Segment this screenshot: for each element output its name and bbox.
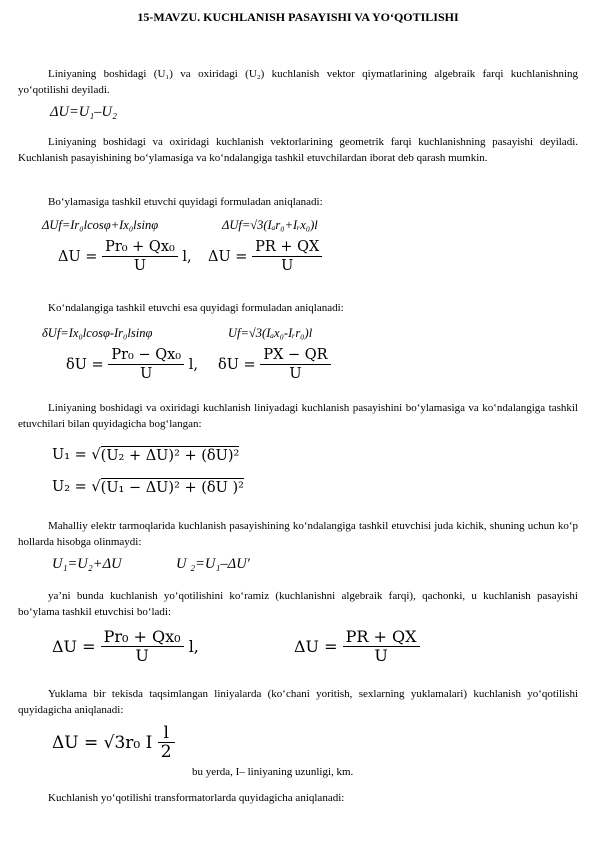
formula-transverse-fraction-1 <box>66 346 198 383</box>
fraction <box>101 628 184 665</box>
formula-lhs: δU = <box>66 356 104 373</box>
numerator: Pr₀ + Qx₀ <box>102 238 178 257</box>
numerator: PR + QX <box>252 238 322 257</box>
fraction <box>252 238 322 275</box>
formula-tail: l, <box>188 356 198 373</box>
formula-longitudinal-phase: ΔUf=Ir₀lcosφ+Ix₀lsinφ <box>42 218 159 232</box>
numerator: PX − QR <box>260 346 330 365</box>
denominator: U <box>133 258 147 274</box>
paragraph-loss-equals <box>18 588 578 620</box>
denominator: U <box>289 366 302 382</box>
paragraph-text: Liniyaning boshidagi (U₁) va oxiridagi (U₂) kuchlanish vektor qiymatlarining algebraik farqi kuchlanishning yo‘qotilishi deyiladi. <box>18 68 578 96</box>
fraction <box>108 346 184 383</box>
formula-transverse-phase: δUf=Ix₀lcosφ-Ir₀lsinφ <box>42 326 153 340</box>
numerator: Pr₀ + Qx₀ <box>101 628 184 647</box>
formula-longitudinal-fraction-1 <box>58 238 192 275</box>
formula-lhs: U₂ = <box>52 479 87 495</box>
denominator: U <box>140 366 153 382</box>
numerator: l <box>158 724 175 743</box>
denominator: U <box>135 646 149 665</box>
formula-lhs: ΔU = <box>294 637 338 656</box>
paragraph-text: Liniyaning boshidagi va oxiridagi kuchlanish liniyadagi kuchlanish pasayishini bo‘ylamasiga va ko‘ndalangiga tashkil etuvchilari bilan quyidagicha bog‘langan: <box>18 402 578 430</box>
denominator: U <box>374 646 388 665</box>
formula-transverse-root3: Uf=√3(Iₐx₀-Iᵣr₀)l <box>228 326 313 340</box>
formula-transverse-fraction-2 <box>218 346 331 383</box>
paragraph-text: Kuchlanish yo‘qotilishi transformatorlarda quyidagicha aniqlanadi: <box>48 792 345 804</box>
formula-lhs: ΔU = <box>52 637 96 656</box>
paragraph-text: Mahalliy elektr tarmoqlarida kuchlanish pasayishining ko‘ndalangiga tashkil etuvchisi juda kichik, shuning uchun ko‘p hollarda hisobga olinmaydi: <box>18 520 578 548</box>
fraction <box>158 724 175 761</box>
formula-uniform-load <box>52 724 175 761</box>
paragraph-definition-loss <box>18 66 578 98</box>
formula-lhs: δU = <box>218 356 256 373</box>
paragraph-definition-drop <box>18 134 578 166</box>
radicand: (U₁ − ΔU)² + (δU )² <box>100 480 244 496</box>
paragraph-local-networks <box>18 518 578 550</box>
formula-lhs: ΔU = <box>58 248 98 265</box>
denominator: 2 <box>160 742 172 762</box>
formula-lhs: U₁ = <box>52 447 87 463</box>
paragraph-uniform-load <box>18 686 578 718</box>
fraction <box>102 238 178 275</box>
paragraph-transverse <box>18 300 578 316</box>
fraction <box>343 628 420 665</box>
sqrt-sign: √ <box>91 447 101 463</box>
paragraph-relation <box>18 400 578 432</box>
paragraph-longitudinal <box>18 194 578 210</box>
formula-lhs: ΔU = <box>208 248 248 265</box>
formula-tail: l, <box>188 637 199 656</box>
paragraph-text: Ko‘ndalangiga tashkil etuvchi esa quyidagi formuladan aniqlanadi: <box>48 302 344 314</box>
formula-longitudinal-fraction-2 <box>208 238 322 275</box>
formula-u1-sum: U₁=U₂+ΔU <box>52 556 122 572</box>
formula-loss-fraction-2 <box>294 628 420 665</box>
fraction <box>260 346 330 383</box>
formula-longitudinal-root3: ΔUf=√3(Iₐr₀+Iᵣx₀)l <box>222 218 318 232</box>
formula-u1-magnitude <box>52 446 239 464</box>
denominator: U <box>281 258 294 274</box>
formula-loss-fraction-1 <box>52 628 199 665</box>
page-title: 15-MAVZU. KUCHLANISH PASAYISHI VA YO‘QOTILISHI <box>137 10 459 24</box>
paragraph-transformer-loss <box>18 790 578 806</box>
formula-tail: l, <box>182 248 192 265</box>
paragraph-text: Yuklama bir tekisda taqsimlangan liniyalarda (ko‘chani yoritish, sexlarning yuklamalari) kuchlanish yo‘qotilishi quyidagicha aniqlanadi: <box>18 688 578 716</box>
paragraph-text: Liniyaning boshidagi va oxiridagi kuchlanish vektorlarining geometrik farqi kuchlanishning pasayishi deyiladi. Kuchlanish pasayishining bo‘ylamasiga va ko‘ndalangiga tashkil etuvchilardan iborat deb qarash mumkin. <box>18 136 578 164</box>
formula-u2-diff: U ₂=U₁–ΔU′ <box>176 556 250 572</box>
radicand: (U₂ + ΔU)² + (δU)² <box>100 448 240 464</box>
numerator: PR + QX <box>343 628 420 647</box>
sqrt-sign: √ <box>91 479 101 495</box>
paragraph-text: ya’ni bunda kuchlanish yo‘qotilishini ko‘ramiz (kuchlanishni algebraik farqi), qachonki, u kuchlanish pasayishi bo‘ylama tashkil etuvchisi bo‘ladi: <box>18 590 578 618</box>
formula-note: bu yerda, I– liniyaning uzunligi, km. <box>192 766 354 778</box>
formula-delta-u: ΔU=U₁–U₂ <box>50 104 118 120</box>
formula-u2-magnitude <box>52 478 244 496</box>
paragraph-text: Bo‘ylamasiga tashkil etuvchi quyidagi formuladan aniqlanadi: <box>48 196 323 208</box>
formula-lhs: ΔU = √3r₀ I <box>52 732 153 753</box>
numerator: Pr₀ − Qx₀ <box>108 346 184 365</box>
